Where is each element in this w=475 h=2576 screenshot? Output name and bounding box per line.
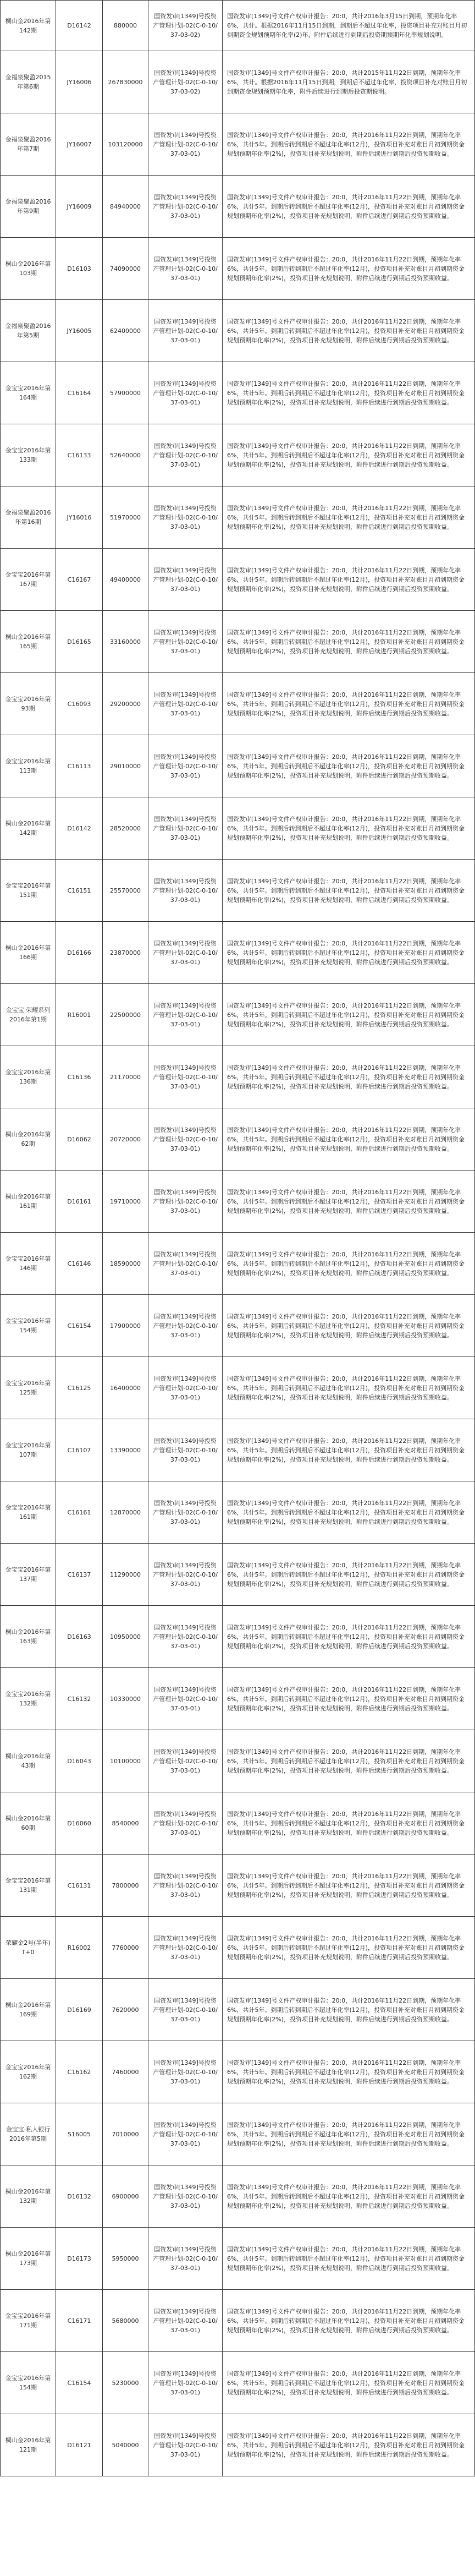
product-code-cell: D16043 (56, 1730, 103, 1792)
table-row (1, 238, 475, 300)
plan-desc-cell: 国资发审[1349]号投资产管理计划-02(C-0-10/37-03-01) (148, 1792, 223, 1855)
basis-cell: 国资发审[1349]号文件产权审计报告：20:0，共计2016年11月22日到期，预期年化率6%，共计5年。到期后转到期后不超过年化率(12月)，投资项目补充对账目月初到期资金规划预期年化率(2%)，投资项目补充规划说明，附件后续进行到期后投资预期收益。 (223, 2228, 475, 2290)
basis-cell: 国资发审[1349]号文件产权审计报告：20:0，共计2016年11月22日到期，预期年化率6%，共计5年。到期后转到期后不超过年化率(12月)，投资项目补充对账目月初到期资金规划预期年化率(2%)，投资项目补充规划说明，附件后续进行到期后投资预期收益。 (223, 1295, 475, 1357)
amount-cell: 5680000 (103, 2290, 148, 2352)
product-name-cell: 荣耀金2号(半年)T+0 (1, 1917, 56, 1979)
plan-desc-cell: 国资发审[1349]号投资产管理计划-02(C-0-10/37-03-01) (148, 1171, 223, 1233)
basis-cell: 国资发审[1349]号文件产权审计报告：20:0，共计2016年11月22日到期，预期年化率6%，共计5年。到期后转到期后不超过年化率(12月)，投资项目补充对账目月初到期资金规划预期年化率(2%)，投资项目补充规划说明，附件后续进行到期后投资预期收益。 (223, 1108, 475, 1171)
plan-desc-cell: 国资发审[1349]号投资产管理计划-02(C-0-10/37-03-01) (148, 1544, 223, 1606)
product-code-cell: JY16009 (56, 176, 103, 238)
amount-cell: 57900000 (103, 362, 148, 424)
amount-cell: 19710000 (103, 1171, 148, 1233)
product-name-cell: 金宝宝·荣耀系列2016年第1期 (1, 984, 56, 1046)
product-name-cell: 桐山金2016年第60期 (1, 1792, 56, 1855)
product-code-cell: C16107 (56, 1419, 103, 1481)
table-row (1, 1979, 475, 2041)
plan-desc-cell: 国资发审[1349]号投资产管理计划-02(C-0-10/37-03-01) (148, 1419, 223, 1481)
amount-cell: 7760000 (103, 1917, 148, 1979)
basis-cell: 国资发审[1349]号文件产权审计报告：20:0，共计2016年11月22日到期，预期年化率6%，共计5年。到期后转到期后不超过年化率(12月)，投资项目补充对账目月初到期资金规划预期年化率(2%)，投资项目补充规划说明，附件后续进行到期后投资预期收益。 (223, 735, 475, 797)
product-code-cell: R16001 (56, 984, 103, 1046)
product-name-cell: 金宝宝·私人银行2016年第5期 (1, 2103, 56, 2165)
product-code-cell: C16154 (56, 2352, 103, 2414)
plan-desc-cell: 国资发审[1349]号投资产管理计划-02(C-0-10/37-03-01) (148, 1108, 223, 1171)
table-row (1, 2228, 475, 2290)
product-name-cell: 桐山金2016年第161期 (1, 1171, 56, 1233)
table-row (1, 51, 475, 113)
basis-cell: 国资发审[1349]号文件产权审计报告：20:0，共计2016年11月22日到期，预期年化率6%，共计5年。到期后转到期后不超过年化率(12月)，投资项目补充对账目月初到期资金规划预期年化率(2%)，投资项目补充规划说明，附件后续进行到期后投资预期收益。 (223, 1917, 475, 1979)
product-code-cell: C16154 (56, 1295, 103, 1357)
basis-cell: 国资发审[1349]号文件产权审计报告：20:0，共计2016年11月22日到期，预期年化率6%，共计5年。到期后转到期后不超过年化率(12月)，投资项目补充对账目月初到期资金规划预期年化率(2%)，投资项目补充规划说明，附件后续进行到期后投资预期收益。 (223, 1855, 475, 1917)
amount-cell: 7620000 (103, 1979, 148, 2041)
product-name-cell: 桐山金2016年第142期 (1, 1, 56, 51)
product-code-cell: JY16007 (56, 113, 103, 176)
amount-cell: 7010000 (103, 2103, 148, 2165)
basis-cell: 国资发审[1349]号文件产权审计报告：20:0，共计2016年11月22日到期，预期年化率6%，共计5年。到期后转到期后不超过年化率(12月)，投资项目补充对账目月初到期资金规划预期年化率(2%)，投资项目补充规划说明，附件后续进行到期后投资预期收益。 (223, 860, 475, 922)
product-name-cell: 金宝宝2016年第107期 (1, 1419, 56, 1481)
basis-cell: 国资发审[1349]号文件产权审计报告：20:0，共计2016年11月22日到期，预期年化率6%，共计5年。到期后转到期后不超过年化率(12月)，投资项目补充对账目月初到期资金规划预期年化率(2%)，投资项目补充规划说明，附件后续进行到期后投资预期收益。 (223, 176, 475, 238)
product-name-cell: 桐山金2016年第43期 (1, 1730, 56, 1792)
basis-cell: 国资发审[1349]号文件产权审计报告：20:0，共计2016年11月22日到期，预期年化率6%，共计5年。到期后转到期后不超过年化率(12月)，投资项目补充对账目月初到期资金规划预期年化率(2%)，投资项目补充规划说明，附件后续进行到期后投资预期收益。 (223, 611, 475, 673)
plan-desc-cell: 国资发审[1349]号投资产管理计划-02(C-0-10/37-03-01) (148, 984, 223, 1046)
basis-cell: 国资发审[1349]号文件产权审计报告：20:0，共计2016年11月22日到期，预期年化率6%，共计5年。到期后转到期后不超过年化率(12月)，投资项目补充对账目月初到期资金规划预期年化率(2%)，投资项目补充规划说明，附件后续进行到期后投资预期收益。 (223, 300, 475, 362)
table-row (1, 984, 475, 1046)
basis-cell: 国资发审[1349]号文件产权审计报告：20:0，共计2016年11月22日到期，预期年化率6%，共计5年。到期后转到期后不超过年化率(12月)，投资项目补充对账目月初到期资金规划预期年化率(2%)，投资项目补充规划说明，附件后续进行到期后投资预期收益。 (223, 1792, 475, 1855)
product-name-cell: 金宝宝2016年第137期 (1, 1544, 56, 1606)
amount-cell: 103120000 (103, 113, 148, 176)
product-name-cell: 金宝宝2016年第146期 (1, 1233, 56, 1295)
product-name-cell: 桐山金2016年第132期 (1, 2165, 56, 2228)
amount-cell: 29200000 (103, 673, 148, 735)
amount-cell: 8540000 (103, 1792, 148, 1855)
product-name-cell: 金福泉聚盈2016年第7期 (1, 113, 56, 176)
amount-cell: 51970000 (103, 486, 148, 549)
basis-cell: 国资发审[1349]号文件产权审计报告：20:0，共计2016年11月22日到期，预期年化率6%，共计5年。到期后转到期后不超过年化率(12月)，投资项目补充对账目月初到期资金规划预期年化率(2%)，投资项目补充规划说明，附件后续进行到期后投资预期收益。 (223, 2103, 475, 2165)
product-code-cell: D16132 (56, 2165, 103, 2228)
amount-cell: 13390000 (103, 1419, 148, 1481)
table-row (1, 2103, 475, 2165)
basis-cell: 国资发审[1349]号文件产权审计报告：20:0，共计2016年11月22日到期，预期年化率6%，共计5年。到期后转到期后不超过年化率(12月)，投资项目补充对账目月初到期资金规划预期年化率(2%)，投资项目补充规划说明，附件后续进行到期后投资预期收益。 (223, 1730, 475, 1792)
plan-desc-cell: 国资发审[1349]号投资产管理计划-02(C-0-10/37-03-01) (148, 922, 223, 984)
plan-desc-cell: 国资发审[1349]号投资产管理计划-02(C-0-10/37-03-01) (148, 1046, 223, 1108)
amount-cell: 5230000 (103, 2352, 148, 2414)
product-name-cell: 桐山金2016年第165期 (1, 611, 56, 673)
product-code-cell: C16133 (56, 424, 103, 486)
amount-cell: 29010000 (103, 735, 148, 797)
product-code-cell: D16173 (56, 2228, 103, 2290)
product-name-cell: 金福泉聚盈2016年第5期 (1, 300, 56, 362)
basis-cell: 国资发审[1349]号文件产权审计报告：20:0，共计2016年3月15日到期，预期年化率6%，共计。根据2016年11月15日到期，到期后不超过年化率，投资项目补充对账目月初到期资金规划预期年化率(2)年，附件后续进行到期后投资期预期年化率规划说明。 (223, 1, 475, 51)
table-row (1, 1357, 475, 1419)
amount-cell: 22500000 (103, 984, 148, 1046)
product-code-cell: C16146 (56, 1233, 103, 1295)
product-name-cell: 金宝宝2016年第161期 (1, 1481, 56, 1544)
plan-desc-cell: 国资发审[1349]号投资产管理计划-02(C-0-10/37-03-01) (148, 176, 223, 238)
plan-desc-cell: 国资发审[1349]号投资产管理计划-02(C-0-10/37-03-01) (148, 1357, 223, 1419)
basis-cell: 国资发审[1349]号文件产权审计报告：20:0，共计2016年11月22日到期，预期年化率6%，共计5年。到期后转到期后不超过年化率(12月)，投资项目补充对账目月初到期资金规划预期年化率(2%)，投资项目补充规划说明，附件后续进行到期后投资预期收益。 (223, 1357, 475, 1419)
table-row (1, 1544, 475, 1606)
amount-cell: 28520000 (103, 797, 148, 860)
product-name-cell: 桐山金2016年第163期 (1, 1606, 56, 1668)
plan-desc-cell: 国资发审[1349]号投资产管理计划-02(C-0-10/37-03-02) (148, 1, 223, 51)
table-row (1, 1171, 475, 1233)
basis-cell: 国资发审[1349]号文件产权审计报告：20:0，共计2015年11月22日到期，预期年化率6%，共计。根据2016年11月15日到期，到期后不超过年化率，投资项目补充对账目月初到期资金规划预期年化率，附件后续进行到期后投资期说明。 (223, 51, 475, 113)
table-row (1, 1855, 475, 1917)
plan-desc-cell: 国资发审[1349]号投资产管理计划-02(C-0-10/37-03-01) (148, 797, 223, 860)
basis-cell: 国资发审[1349]号文件产权审计报告：20:0，共计2016年11月22日到期，预期年化率6%，共计5年。到期后转到期后不超过年化率(12月)，投资项目补充对账目月初到期资金规划预期年化率(2%)，投资项目补充规划说明，附件后续进行到期后投资预期收益。 (223, 1419, 475, 1481)
plan-desc-cell: 国资发审[1349]号投资产管理计划-02(C-0-10/37-03-01) (148, 1295, 223, 1357)
product-name-cell: 桐山金2016年第121期 (1, 2414, 56, 2476)
table-row (1, 1419, 475, 1481)
amount-cell: 16400000 (103, 1357, 148, 1419)
product-code-cell: C16125 (56, 1357, 103, 1419)
basis-cell: 国资发审[1349]号文件产权审计报告：20:0，共计2016年11月22日到期，预期年化率6%，共计5年。到期后转到期后不超过年化率(12月)，投资项目补充对账目月初到期资金规划预期年化率(2%)，投资项目补充规划说明，附件后续进行到期后投资预期收益。 (223, 1979, 475, 2041)
product-name-cell: 金宝宝2016年第151期 (1, 860, 56, 922)
plan-desc-cell: 国资发审[1349]号投资产管理计划-02(C-0-10/37-03-01) (148, 2290, 223, 2352)
plan-desc-cell: 国资发审[1349]号投资产管理计划-02(C-0-10/37-03-01) (148, 113, 223, 176)
table-row (1, 611, 475, 673)
plan-desc-cell: 国资发审[1349]号投资产管理计划-02(C-0-10/37-03-01) (148, 1481, 223, 1544)
basis-cell: 国资发审[1349]号文件产权审计报告：20:0，共计2016年11月22日到期，预期年化率6%，共计5年。到期后转到期后不超过年化率(12月)，投资项目补充对账目月初到期资金规划预期年化率(2%)，投资项目补充规划说明，附件后续进行到期后投资预期收益。 (223, 1233, 475, 1295)
table-row (1, 2352, 475, 2414)
product-name-cell: 金宝宝2016年第136期 (1, 1046, 56, 1108)
plan-desc-cell: 国资发审[1349]号投资产管理计划-02(C-0-10/37-03-01) (148, 2041, 223, 2103)
product-name-cell: 金宝宝2016年第164期 (1, 362, 56, 424)
product-code-cell: C16167 (56, 549, 103, 611)
table-row (1, 1295, 475, 1357)
table-row (1, 549, 475, 611)
product-name-cell: 金宝宝2016年第113期 (1, 735, 56, 797)
product-name-cell: 金福泉聚盈2015年第6期 (1, 51, 56, 113)
basis-cell: 国资发审[1349]号文件产权审计报告：20:0，共计2016年11月22日到期，预期年化率6%，共计5年。到期后转到期后不超过年化率(12月)，投资项目补充对账目月初到期资金规划预期年化率(2%)，投资项目补充规划说明，附件后续进行到期后投资预期收益。 (223, 2165, 475, 2228)
basis-cell: 国资发审[1349]号文件产权审计报告：20:0，共计2016年11月22日到期，预期年化率6%，共计5年。到期后转到期后不超过年化率(12月)，投资项目补充对账目月初到期资金规划预期年化率(2%)，投资项目补充规划说明，附件后续进行到期后投资预期收益。 (223, 984, 475, 1046)
amount-cell: 10100000 (103, 1730, 148, 1792)
product-code-cell: JY16016 (56, 486, 103, 549)
product-code-cell: D16166 (56, 922, 103, 984)
product-name-cell: 桐山金2016年第169期 (1, 1979, 56, 2041)
basis-cell: 国资发审[1349]号文件产权审计报告：20:0，共计2016年11月22日到期，预期年化率6%，共计5年。到期后转到期后不超过年化率(12月)，投资项目补充对账目月初到期资金规划预期年化率(2%)，投资项目补充规划说明，附件后续进行到期后投资预期收益。 (223, 238, 475, 300)
amount-cell: 23870000 (103, 922, 148, 984)
product-code-cell: D16169 (56, 1979, 103, 2041)
amount-cell: 7800000 (103, 1855, 148, 1917)
product-code-cell: C16131 (56, 1855, 103, 1917)
plan-desc-cell: 国资发审[1349]号投资产管理计划-02(C-0-10/37-03-01) (148, 2352, 223, 2414)
table-row (1, 1917, 475, 1979)
amount-cell: 10330000 (103, 1668, 148, 1730)
amount-cell: 880000 (103, 1, 148, 51)
product-name-cell: 金福泉聚盈2016年第16期 (1, 486, 56, 549)
table-row (1, 2165, 475, 2228)
amount-cell: 5950000 (103, 2228, 148, 2290)
basis-cell: 国资发审[1349]号文件产权审计报告：20:0，共计2016年11月22日到期，预期年化率6%，共计5年。到期后转到期后不超过年化率(12月)，投资项目补充对账目月初到期资金规划预期年化率(2%)，投资项目补充规划说明，附件后续进行到期后投资预期收益。 (223, 1544, 475, 1606)
table-row (1, 486, 475, 549)
plan-desc-cell: 国资发审[1349]号投资产管理计划-02(C-0-10/37-03-01) (148, 1917, 223, 1979)
table-row (1, 1046, 475, 1108)
basis-cell: 国资发审[1349]号文件产权审计报告：20:0，共计2016年11月22日到期，预期年化率6%，共计5年。到期后转到期后不超过年化率(12月)，投资项目补充对账目月初到期资金规划预期年化率(2%)，投资项目补充规划说明，附件后续进行到期后投资预期收益。 (223, 424, 475, 486)
plan-desc-cell: 国资发审[1349]号投资产管理计划-02(C-0-10/37-03-01) (148, 611, 223, 673)
product-code-cell: JY16006 (56, 51, 103, 113)
product-code-cell: D16142 (56, 1, 103, 51)
plan-desc-cell: 国资发审[1349]号投资产管理计划-02(C-0-10/37-03-01) (148, 238, 223, 300)
product-name-cell: 桐山金2016年第173期 (1, 2228, 56, 2290)
plan-desc-cell: 国资发审[1349]号投资产管理计划-02(C-0-10/37-03-01) (148, 2165, 223, 2228)
amount-cell: 49400000 (103, 549, 148, 611)
basis-cell: 国资发审[1349]号文件产权审计报告：20:0，共计2016年11月22日到期，预期年化率6%，共计5年。到期后转到期后不超过年化率(12月)，投资项目补充对账目月初到期资金规划预期年化率(2%)，投资项目补充规划说明，附件后续进行到期后投资预期收益。 (223, 362, 475, 424)
table-row (1, 2041, 475, 2103)
amount-cell: 74090000 (103, 238, 148, 300)
product-code-cell: C16151 (56, 860, 103, 922)
amount-cell: 62400000 (103, 300, 148, 362)
product-code-cell: C16093 (56, 673, 103, 735)
plan-desc-cell: 国资发审[1349]号投资产管理计划-02(C-0-10/37-03-01) (148, 2414, 223, 2476)
amount-cell: 7460000 (103, 2041, 148, 2103)
table-row (1, 1730, 475, 1792)
product-code-cell: D16062 (56, 1108, 103, 1171)
product-code-cell: C16113 (56, 735, 103, 797)
plan-desc-cell: 国资发审[1349]号投资产管理计划-02(C-0-10/37-03-01) (148, 424, 223, 486)
plan-desc-cell: 国资发审[1349]号投资产管理计划-02(C-0-10/37-03-01) (148, 362, 223, 424)
basis-cell: 国资发审[1349]号文件产权审计报告：20:0，共计2016年11月22日到期，预期年化率6%，共计5年。到期后转到期后不超过年化率(12月)，投资项目补充对账目月初到期资金规划预期年化率(2%)，投资项目补充规划说明，附件后续进行到期后投资预期收益。 (223, 1481, 475, 1544)
table-row (1, 1792, 475, 1855)
amount-cell: 25570000 (103, 860, 148, 922)
product-code-cell: C16132 (56, 1668, 103, 1730)
plan-desc-cell: 国资发审[1349]号投资产管理计划-02(C-0-10/37-03-01) (148, 1855, 223, 1917)
basis-cell: 国资发审[1349]号文件产权审计报告：20:0，共计2016年11月22日到期，预期年化率6%，共计5年。到期后转到期后不超过年化率(12月)，投资项目补充对账目月初到期资金规划预期年化率(2%)，投资项目补充规划说明，附件后续进行到期后投资预期收益。 (223, 1171, 475, 1233)
table-row (1, 797, 475, 860)
product-code-cell: C16137 (56, 1544, 103, 1606)
product-name-cell: 金宝宝2016年第167期 (1, 549, 56, 611)
product-table-body (1, 1, 475, 2476)
basis-cell: 国资发审[1349]号文件产权审计报告：20:0，共计2016年11月22日到期，预期年化率6%，共计5年。到期后转到期后不超过年化率(12月)，投资项目补充对账目月初到期资金规划预期年化率(2%)，投资项目补充规划说明，附件后续进行到期后投资预期收益。 (223, 549, 475, 611)
table-row (1, 1668, 475, 1730)
product-name-cell: 桐山金2016年第103期 (1, 238, 56, 300)
amount-cell: 84940000 (103, 176, 148, 238)
amount-cell: 18590000 (103, 1233, 148, 1295)
amount-cell: 267830000 (103, 51, 148, 113)
product-name-cell: 金宝宝2016年第154期 (1, 2352, 56, 2414)
product-name-cell: 桐山金2016年第166期 (1, 922, 56, 984)
plan-desc-cell: 国资发审[1349]号投资产管理计划-02(C-0-10/37-03-01) (148, 673, 223, 735)
plan-desc-cell: 国资发审[1349]号投资产管理计划-02(C-0-10/37-03-01) (148, 735, 223, 797)
basis-cell: 国资发审[1349]号文件产权审计报告：20:0，共计2016年11月22日到期，预期年化率6%，共计5年。到期后转到期后不超过年化率(12月)，投资项目补充对账目月初到期资金规划预期年化率(2%)，投资项目补充规划说明，附件后续进行到期后投资预期收益。 (223, 486, 475, 549)
product-code-cell: C16162 (56, 2041, 103, 2103)
table-row (1, 1233, 475, 1295)
table-row (1, 113, 475, 176)
table-row (1, 424, 475, 486)
plan-desc-cell: 国资发审[1349]号投资产管理计划-02(C-0-10/37-03-01) (148, 1233, 223, 1295)
product-name-cell: 金宝宝2016年第132期 (1, 1668, 56, 1730)
table-row (1, 2290, 475, 2352)
basis-cell: 国资发审[1349]号文件产权审计报告：20:0，共计2016年11月22日到期，预期年化率6%，共计5年。到期后转到期后不超过年化率(12月)，投资项目补充对账目月初到期资金规划预期年化率(2%)，投资项目补充规划说明，附件后续进行到期后投资预期收益。 (223, 2414, 475, 2476)
product-code-cell: R16002 (56, 1917, 103, 1979)
product-name-cell: 金福泉聚盈2016年第9期 (1, 176, 56, 238)
table-row (1, 2414, 475, 2476)
product-code-cell: C16171 (56, 2290, 103, 2352)
product-name-cell: 金宝宝2016年第93期 (1, 673, 56, 735)
table-row (1, 362, 475, 424)
table-row (1, 1481, 475, 1544)
basis-cell: 国资发审[1349]号文件产权审计报告：20:0，共计2016年11月22日到期，预期年化率6%，共计5年。到期后转到期后不超过年化率(12月)，投资项目补充对账目月初到期资金规划预期年化率(2%)，投资项目补充规划说明，附件后续进行到期后投资预期收益。 (223, 113, 475, 176)
amount-cell: 11290000 (103, 1544, 148, 1606)
product-code-cell: S16005 (56, 2103, 103, 2165)
basis-cell: 国资发审[1349]号文件产权审计报告：20:0，共计2016年11月22日到期，预期年化率6%，共计5年。到期后转到期后不超过年化率(12月)，投资项目补充对账目月初到期资金规划预期年化率(2%)，投资项目补充规划说明，附件后续进行到期后投资预期收益。 (223, 2352, 475, 2414)
plan-desc-cell: 国资发审[1349]号投资产管理计划-02(C-0-10/37-03-01) (148, 860, 223, 922)
amount-cell: 33160000 (103, 611, 148, 673)
amount-cell: 5040000 (103, 2414, 148, 2476)
plan-desc-cell: 国资发审[1349]号投资产管理计划-02(C-0-10/37-03-02) (148, 51, 223, 113)
amount-cell: 6900000 (103, 2165, 148, 2228)
amount-cell: 12870000 (103, 1481, 148, 1544)
table-row (1, 176, 475, 238)
product-name-cell: 金宝宝2016年第154期 (1, 1295, 56, 1357)
product-name-cell: 桐山金2016年第62期 (1, 1108, 56, 1171)
product-code-cell: D16165 (56, 611, 103, 673)
product-code-cell: D16142 (56, 797, 103, 860)
product-code-cell: C16161 (56, 1481, 103, 1544)
product-name-cell: 金宝宝2016年第171期 (1, 2290, 56, 2352)
amount-cell: 20720000 (103, 1108, 148, 1171)
table-row (1, 922, 475, 984)
table-row (1, 673, 475, 735)
product-code-cell: D16121 (56, 2414, 103, 2476)
table-row (1, 1606, 475, 1668)
plan-desc-cell: 国资发审[1349]号投资产管理计划-02(C-0-10/37-03-01) (148, 2103, 223, 2165)
table-row (1, 860, 475, 922)
basis-cell: 国资发审[1349]号文件产权审计报告：20:0，共计2016年11月22日到期，预期年化率6%，共计5年。到期后转到期后不超过年化率(12月)，投资项目补充对账目月初到期资金规划预期年化率(2%)，投资项目补充规划说明，附件后续进行到期后投资预期收益。 (223, 1606, 475, 1668)
product-code-cell: JY16005 (56, 300, 103, 362)
product-code-cell: D16060 (56, 1792, 103, 1855)
plan-desc-cell: 国资发审[1349]号投资产管理计划-02(C-0-10/37-03-01) (148, 300, 223, 362)
product-name-cell: 金宝宝2016年第131期 (1, 1855, 56, 1917)
table-row (1, 1, 475, 51)
basis-cell: 国资发审[1349]号文件产权审计报告：20:0，共计2016年11月22日到期，预期年化率6%，共计5年。到期后转到期后不超过年化率(12月)，投资项目补充对账目月初到期资金规划预期年化率(2%)，投资项目补充规划说明，附件后续进行到期后投资预期收益。 (223, 673, 475, 735)
product-code-cell: D16161 (56, 1171, 103, 1233)
product-code-cell: D16103 (56, 238, 103, 300)
product-name-cell: 桐山金2016年第142期 (1, 797, 56, 860)
amount-cell: 10950000 (103, 1606, 148, 1668)
basis-cell: 国资发审[1349]号文件产权审计报告：20:0，共计2016年11月22日到期，预期年化率6%，共计5年。到期后转到期后不超过年化率(12月)，投资项目补充对账目月初到期资金规划预期年化率(2%)，投资项目补充规划说明，附件后续进行到期后投资预期收益。 (223, 797, 475, 860)
basis-cell: 国资发审[1349]号文件产权审计报告：20:0，共计2016年11月22日到期，预期年化率6%，共计5年。到期后转到期后不超过年化率(12月)，投资项目补充对账目月初到期资金规划预期年化率(2%)，投资项目补充规划说明，附件后续进行到期后投资预期收益。 (223, 1668, 475, 1730)
table-row (1, 300, 475, 362)
product-code-cell: D16163 (56, 1606, 103, 1668)
plan-desc-cell: 国资发审[1349]号投资产管理计划-02(C-0-10/37-03-01) (148, 1730, 223, 1792)
basis-cell: 国资发审[1349]号文件产权审计报告：20:0，共计2016年11月22日到期，预期年化率6%，共计5年。到期后转到期后不超过年化率(12月)，投资项目补充对账目月初到期资金规划预期年化率(2%)，投资项目补充规划说明，附件后续进行到期后投资预期收益。 (223, 922, 475, 984)
table-row (1, 1108, 475, 1171)
product-name-cell: 金宝宝2016年第162期 (1, 2041, 56, 2103)
product-name-cell: 金宝宝2016年第125期 (1, 1357, 56, 1419)
amount-cell: 17900000 (103, 1295, 148, 1357)
plan-desc-cell: 国资发审[1349]号投资产管理计划-02(C-0-10/37-03-01) (148, 1668, 223, 1730)
product-name-cell: 金宝宝2016年第133期 (1, 424, 56, 486)
basis-cell: 国资发审[1349]号文件产权审计报告：20:0，共计2016年11月22日到期，预期年化率6%，共计5年。到期后转到期后不超过年化率(12月)，投资项目补充对账目月初到期资金规划预期年化率(2%)，投资项目补充规划说明，附件后续进行到期后投资预期收益。 (223, 2041, 475, 2103)
basis-cell: 国资发审[1349]号文件产权审计报告：20:0，共计2016年11月22日到期，预期年化率6%，共计5年。到期后转到期后不超过年化率(12月)，投资项目补充对账目月初到期资金规划预期年化率(2%)，投资项目补充规划说明，附件后续进行到期后投资预期收益。 (223, 1046, 475, 1108)
plan-desc-cell: 国资发审[1349]号投资产管理计划-02(C-0-10/37-03-01) (148, 1979, 223, 2041)
table-row (1, 735, 475, 797)
product-code-cell: C16164 (56, 362, 103, 424)
amount-cell: 21170000 (103, 1046, 148, 1108)
basis-cell: 国资发审[1349]号文件产权审计报告：20:0，共计2016年11月22日到期，预期年化率6%，共计5年。到期后转到期后不超过年化率(12月)，投资项目补充对账目月初到期资金规划预期年化率(2%)，投资项目补充规划说明，附件后续进行到期后投资预期收益。 (223, 2290, 475, 2352)
product-code-cell: C16136 (56, 1046, 103, 1108)
plan-desc-cell: 国资发审[1349]号投资产管理计划-02(C-0-10/37-03-01) (148, 2228, 223, 2290)
plan-desc-cell: 国资发审[1349]号投资产管理计划-02(C-0-10/37-03-01) (148, 1606, 223, 1668)
plan-desc-cell: 国资发审[1349]号投资产管理计划-02(C-0-10/37-03-01) (148, 486, 223, 549)
plan-desc-cell: 国资发审[1349]号投资产管理计划-02(C-0-10/37-03-01) (148, 549, 223, 611)
amount-cell: 52640000 (103, 424, 148, 486)
